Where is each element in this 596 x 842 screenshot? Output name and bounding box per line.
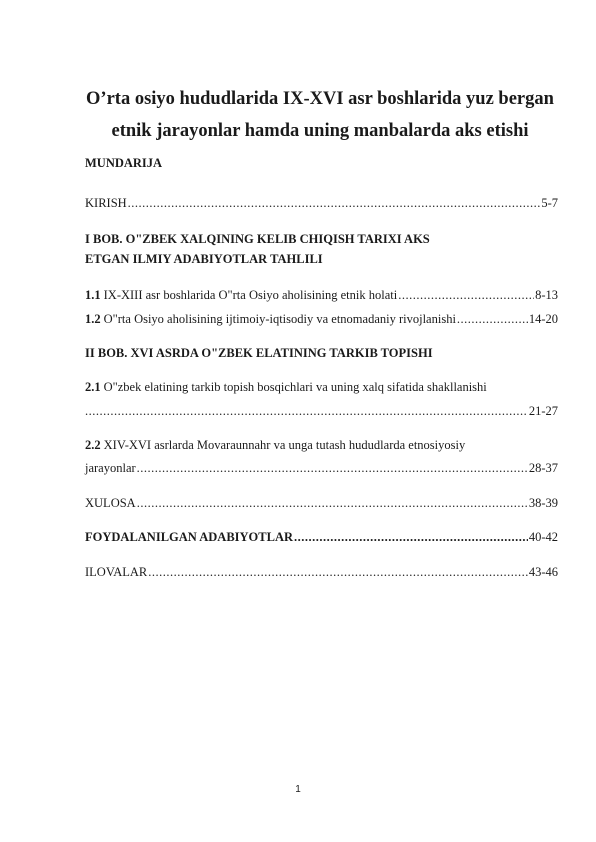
page-number: 1 xyxy=(295,784,301,795)
toc-entry-label: KIRISH xyxy=(85,196,127,210)
toc-entry-2-2-pages-line[interactable] xyxy=(85,462,558,475)
chapter-1-heading-line-2: ETGAN ILMIY ADABIYOTLAR TAHLILI xyxy=(85,252,323,266)
toc-entry-2-1-label[interactable] xyxy=(85,381,487,394)
toc-entry-1-1[interactable] xyxy=(85,289,558,302)
toc-leader-dots xyxy=(137,497,528,510)
toc-entry-1-2[interactable] xyxy=(85,313,558,326)
document-title-line-1: O’rta osiyo hududlarida IX-XVI asr boshlarida yuz bergan xyxy=(86,89,554,109)
toc-entry-pages: 8-13 xyxy=(535,288,558,302)
toc-entry-label-continued: jarayonlar xyxy=(85,461,136,475)
toc-entry-pages: 38-39 xyxy=(528,496,558,510)
toc-entry-label: XIV-XVI asrlarda Movaraunnahr va unga tutash hududlarda etnosiyosiy xyxy=(103,438,466,452)
toc-entry-label: O"rta Osiyo aholisining ijtimoiy-iqtisodiy va etnomadaniy rivojlanishi xyxy=(103,312,456,326)
section-number: 1.2 xyxy=(85,312,101,326)
document-title-line-2: etnik jarayonlar hamda uning manbalarda aks etishi xyxy=(111,121,529,141)
toc-entry-label: XULOSA xyxy=(85,496,136,510)
toc-entry-pages: 43-46 xyxy=(528,565,558,579)
toc-entry-2-2-label[interactable] xyxy=(85,439,465,452)
chapter-2-heading: II BOB. XVI ASRDA O"ZBEK ELATINING TARKIB TOPISHI xyxy=(85,346,433,360)
toc-entry-2-1-pages-line[interactable] xyxy=(85,405,558,418)
toc-entry-pages: 14-20 xyxy=(528,312,558,326)
section-number: 2.1 xyxy=(85,380,101,394)
toc-leader-dots xyxy=(148,566,528,579)
toc-entry-label: IX-XIII asr boshlarida O"rta Osiyo aholisining etnik holati xyxy=(103,288,398,302)
toc-entry-intro[interactable] xyxy=(85,197,558,210)
toc-leader-dots xyxy=(128,197,541,210)
section-number: 1.1 xyxy=(85,288,101,302)
toc-leader-dots xyxy=(137,462,528,475)
toc-entry-references[interactable] xyxy=(85,531,558,544)
toc-leader-dots xyxy=(85,405,528,418)
toc-entry-label: ILOVALAR xyxy=(85,565,148,579)
contents-heading: MUNDARIJA xyxy=(85,156,163,170)
section-number: 2.2 xyxy=(85,438,101,452)
toc-entry-pages: 5-7 xyxy=(541,196,558,210)
toc-leader-dots xyxy=(398,289,534,302)
toc-entry-pages: 40-42 xyxy=(528,530,558,544)
toc-entry-pages: 28-37 xyxy=(528,461,558,475)
toc-entry-label: FOYDALANILGAN ADABIYOTLAR xyxy=(85,530,294,544)
toc-entry-appendices[interactable] xyxy=(85,566,558,579)
toc-leader-dots xyxy=(457,313,528,326)
toc-entry-conclusion[interactable] xyxy=(85,497,558,510)
chapter-1-heading-line-1: I BOB. O"ZBEK XALQINING KELIB CHIQISH TARIXI AKS xyxy=(85,232,430,246)
toc-leader-dots xyxy=(294,531,528,544)
toc-entry-pages: 21-27 xyxy=(528,404,558,418)
toc-entry-label: O"zbek elatining tarkib topish bosqichlari va uning xalq sifatida shakllanishi xyxy=(103,380,487,394)
